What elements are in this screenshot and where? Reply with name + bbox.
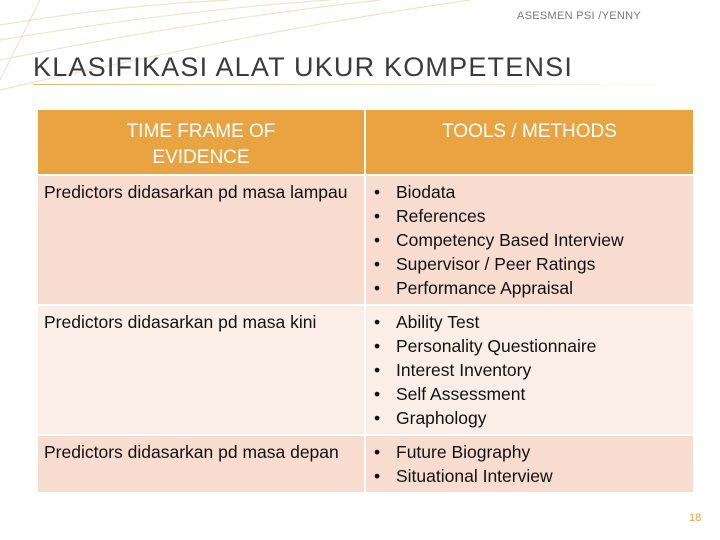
header-text: ASESMEN PSI /YENNY xyxy=(517,10,641,22)
table-row xyxy=(37,175,694,305)
list-item xyxy=(374,334,693,358)
list-item xyxy=(374,204,693,228)
tool-label: Personality Questionnaire xyxy=(396,336,597,356)
tools-cell xyxy=(365,175,694,305)
header-tools-methods-label: TOOLS / METHODS xyxy=(442,121,617,142)
list-item xyxy=(374,440,693,464)
timeframe-cell xyxy=(37,175,365,305)
tool-label: Self Assessment xyxy=(396,384,526,404)
tools-list xyxy=(366,176,693,304)
tool-label: References xyxy=(396,206,486,226)
timeframe-text: Predictors didasarkan pd masa kini xyxy=(44,312,317,332)
tool-label: Interest Inventory xyxy=(396,360,532,380)
bullet-icon: • xyxy=(374,336,381,356)
table-row xyxy=(37,435,694,493)
list-item xyxy=(374,180,693,204)
table-row xyxy=(37,305,694,435)
table-header-row xyxy=(37,109,694,175)
timeframe-text: Predictors didasarkan pd masa lampau xyxy=(44,182,348,202)
tool-label: Situational Interview xyxy=(396,466,553,486)
tool-label: Performance Appraisal xyxy=(396,278,574,298)
list-item xyxy=(374,406,693,430)
bullet-icon: • xyxy=(374,254,381,274)
timeframe-cell xyxy=(37,305,365,435)
page-title: KLASIFIKASI ALAT UKUR KOMPETENSI xyxy=(33,52,574,82)
header-time-frame-line2: EVIDENCE xyxy=(152,147,250,168)
tools-cell xyxy=(365,305,694,435)
bullet-icon: • xyxy=(374,278,381,298)
tools-cell xyxy=(365,435,694,493)
bullet-icon: • xyxy=(374,442,381,462)
list-item xyxy=(374,252,693,276)
tool-label: Future Biography xyxy=(396,442,531,462)
bullet-icon: • xyxy=(374,360,381,380)
bullet-icon: • xyxy=(374,230,381,250)
list-item xyxy=(374,310,693,334)
title-divider xyxy=(33,84,688,85)
bullet-icon: • xyxy=(374,206,381,226)
tool-label: Graphology xyxy=(396,408,487,428)
list-item xyxy=(374,382,693,406)
header-time-frame xyxy=(37,109,365,175)
bullet-icon: • xyxy=(374,408,381,428)
list-item xyxy=(374,464,693,488)
tools-list xyxy=(366,306,693,434)
header-time-frame-line1: TIME FRAME OF xyxy=(126,121,276,142)
bullet-icon: • xyxy=(374,466,381,486)
tool-label: Supervisor / Peer Ratings xyxy=(396,254,596,274)
timeframe-cell xyxy=(37,435,365,493)
tools-list xyxy=(366,436,693,492)
bullet-icon: • xyxy=(374,384,381,404)
timeframe-text: Predictors didasarkan pd masa depan xyxy=(44,442,339,462)
list-item xyxy=(374,228,693,252)
list-item xyxy=(374,358,693,382)
list-item xyxy=(374,276,693,300)
competency-tools-table xyxy=(36,108,695,494)
header-tools-methods xyxy=(365,109,694,175)
tool-label: Ability Test xyxy=(396,312,480,332)
bullet-icon: • xyxy=(374,312,381,332)
page-number: 18 xyxy=(689,512,702,524)
tool-label: Competency Based Interview xyxy=(396,230,624,250)
tool-label: Biodata xyxy=(396,182,456,202)
bullet-icon: • xyxy=(374,182,381,202)
